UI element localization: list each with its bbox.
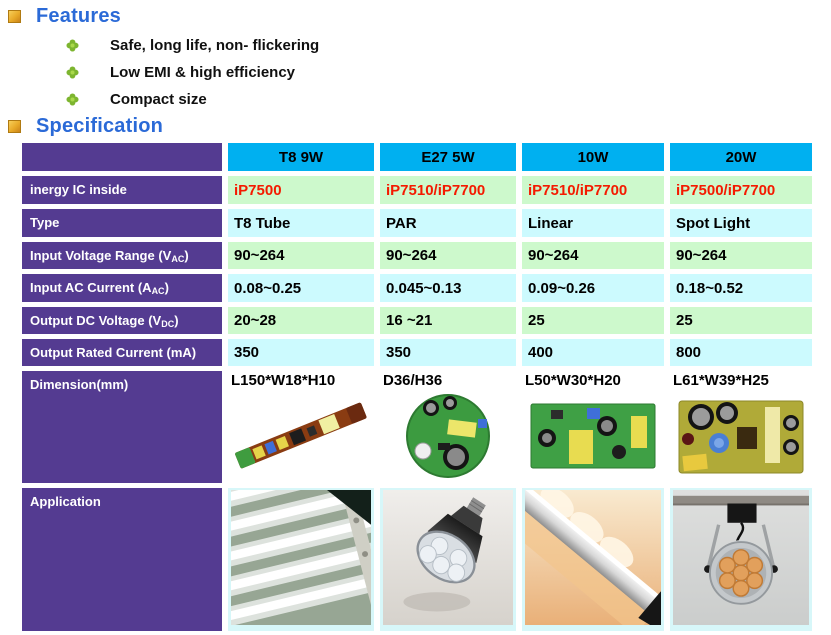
spec-cell-ic-e27: iP7510/iP7700 <box>380 176 516 204</box>
spec-cell-irated-t8: 350 <box>228 339 374 366</box>
column-header-e27-5w: E27 5W <box>380 143 516 171</box>
spec-cell-irated-20w: 800 <box>670 339 812 366</box>
track-spotlight-photo <box>673 490 809 625</box>
dimension-cell-e27 <box>380 371 516 483</box>
spec-cell-vin-10w: 90~264 <box>522 242 664 269</box>
dimension-value: D36/H36 <box>380 371 516 389</box>
dimension-value: L150*W18*H10 <box>228 371 374 389</box>
spec-cell-vin-t8: 90~264 <box>228 242 374 269</box>
feature-text: Safe, long life, non- flickering <box>110 37 319 54</box>
column-header-10w: 10W <box>522 143 664 171</box>
spec-cell-type-e27: PAR <box>380 209 516 237</box>
specification-table <box>22 143 831 631</box>
round-driver-board-photo <box>398 391 498 481</box>
par-lamp-photo <box>383 490 513 625</box>
spec-cell-irated-e27: 350 <box>380 339 516 366</box>
feature-item <box>66 62 831 82</box>
row-label-ic-inside: inergy IC inside <box>22 176 222 204</box>
table-corner-cell <box>22 143 222 171</box>
spec-cell-type-10w: Linear <box>522 209 664 237</box>
green-clover-icon <box>66 93 79 106</box>
dimension-value: L61*W39*H25 <box>670 371 812 389</box>
spec-cell-ic-10w: iP7510/iP7700 <box>522 176 664 204</box>
linear-light-bar-photo <box>525 490 661 625</box>
spec-cell-irated-10w: 400 <box>522 339 664 366</box>
feature-item <box>66 35 831 55</box>
green-clover-icon <box>66 39 79 52</box>
dimension-cell-t8 <box>228 371 374 483</box>
spec-cell-vin-e27: 90~264 <box>380 242 516 269</box>
row-label-output-voltage: Output DC Voltage (VDC) <box>22 307 222 334</box>
application-cell-e27 <box>380 488 516 631</box>
spec-cell-iac-t8: 0.08~0.25 <box>228 274 374 302</box>
feature-text: Low EMI & high efficiency <box>110 64 295 81</box>
dimension-cell-20w <box>670 371 812 483</box>
row-label-type: Type <box>22 209 222 237</box>
column-header-t8-9w: T8 9W <box>228 143 374 171</box>
application-cell-20w <box>670 488 812 631</box>
spec-cell-vdc-10w: 25 <box>522 307 664 334</box>
application-cell-10w <box>522 488 664 631</box>
row-label-input-current: Input AC Current (AAC) <box>22 274 222 302</box>
spec-cell-type-20w: Spot Light <box>670 209 812 237</box>
row-label-output-current: Output Rated Current (mA) <box>22 339 222 366</box>
green-clover-icon <box>66 66 79 79</box>
row-label-dimension: Dimension(mm) <box>22 371 222 483</box>
spec-cell-vdc-20w: 25 <box>670 307 812 334</box>
t8-strip-driver-board-photo <box>231 392 371 480</box>
specification-section-heading <box>8 114 831 138</box>
orange-square-icon <box>8 120 21 133</box>
spec-cell-iac-20w: 0.18~0.52 <box>670 274 812 302</box>
features-section-heading <box>8 4 831 28</box>
spec-cell-type-t8: T8 Tube <box>228 209 374 237</box>
specification-title: Specification <box>36 115 163 138</box>
t8-tube-lights-photo <box>231 490 371 625</box>
spec-cell-iac-10w: 0.09~0.26 <box>522 274 664 302</box>
linear-driver-board-photo <box>527 396 659 476</box>
feature-text: Compact size <box>110 91 207 108</box>
features-title: Features <box>36 5 121 28</box>
application-cell-t8 <box>228 488 374 631</box>
column-header-20w: 20W <box>670 143 812 171</box>
spec-cell-vdc-e27: 16 ~21 <box>380 307 516 334</box>
spec-cell-vdc-t8: 20~28 <box>228 307 374 334</box>
spec-cell-vin-20w: 90~264 <box>670 242 812 269</box>
feature-item <box>66 89 831 109</box>
row-label-input-voltage: Input Voltage Range (VAC) <box>22 242 222 269</box>
orange-square-icon <box>8 10 21 23</box>
spec-cell-ic-t8: iP7500 <box>228 176 374 204</box>
row-label-application: Application <box>22 488 222 631</box>
spec-cell-iac-e27: 0.045~0.13 <box>380 274 516 302</box>
spec-cell-ic-20w: iP7500/iP7700 <box>670 176 812 204</box>
spot-driver-board-photo <box>673 393 809 479</box>
dimension-value: L50*W30*H20 <box>522 371 664 389</box>
dimension-cell-10w <box>522 371 664 483</box>
